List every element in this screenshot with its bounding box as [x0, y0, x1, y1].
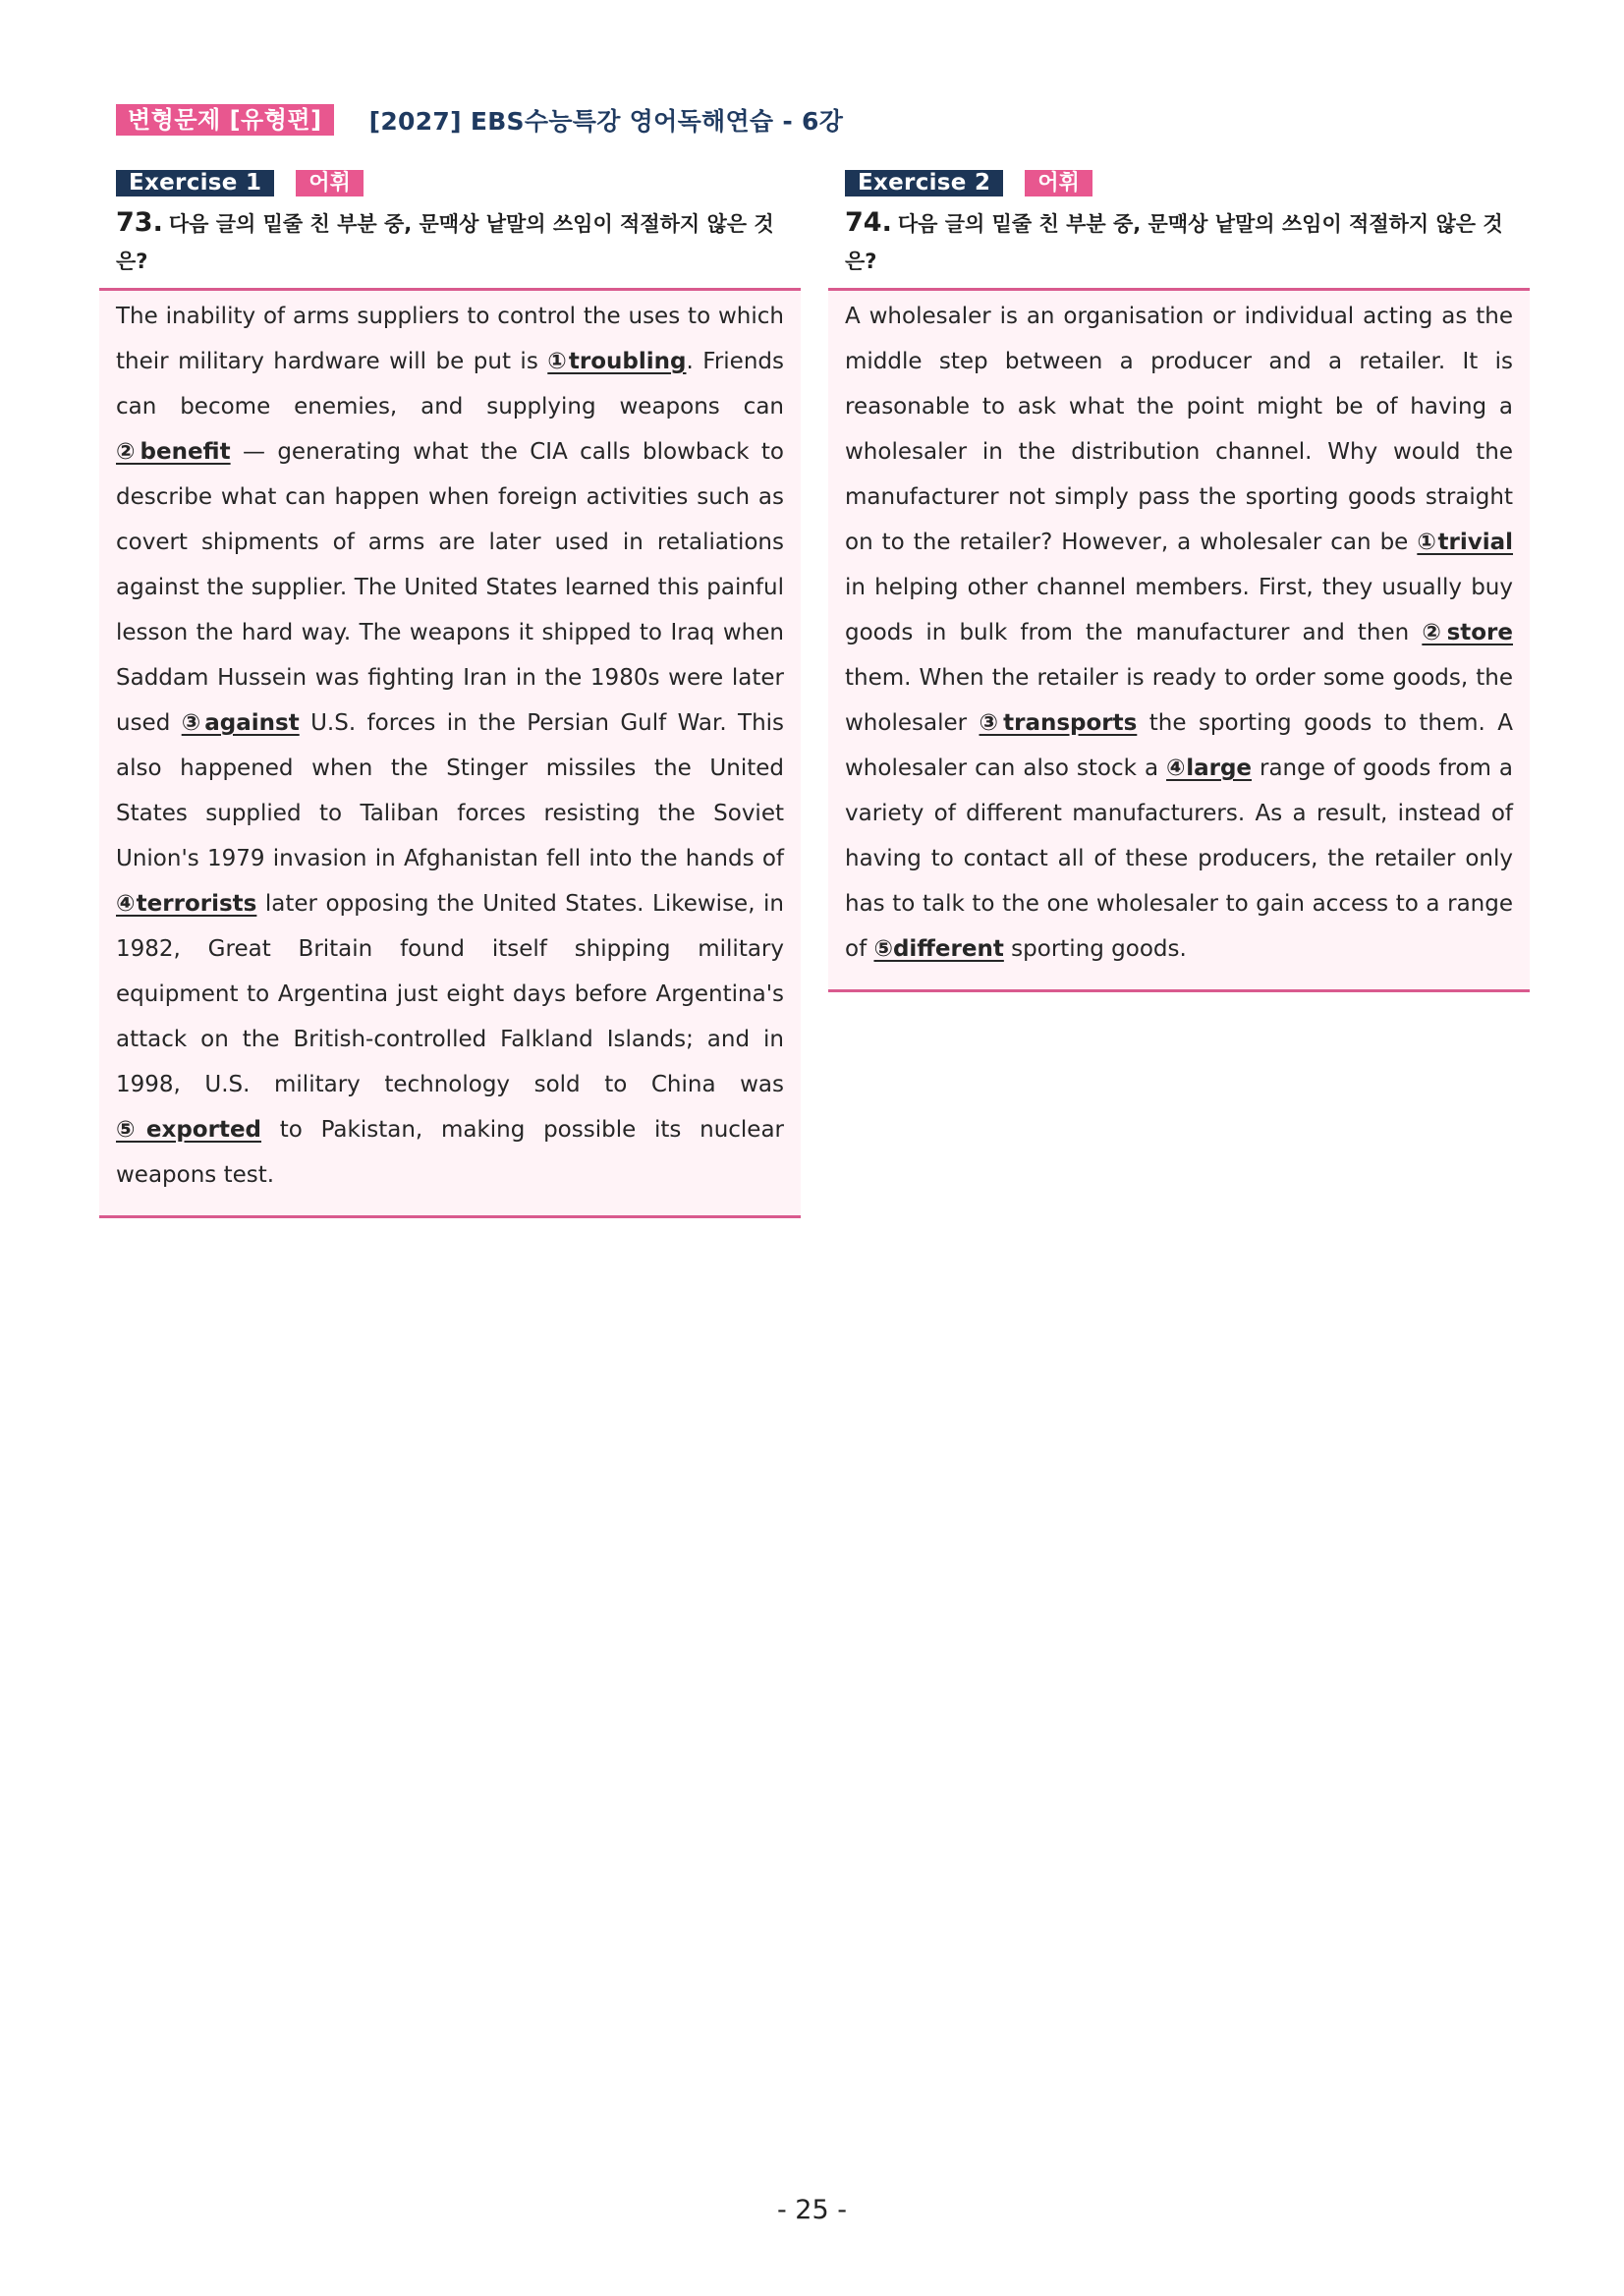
- passage-segment: the sporting goods to them. A wholesaler can also stock a: [845, 710, 1513, 781]
- exercise-category: 어휘: [296, 170, 364, 196]
- passage-box: [99, 288, 801, 1218]
- underlined-choice: ⑤different: [873, 936, 1004, 962]
- question: [116, 204, 784, 280]
- question-text: 다음 글의 밑줄 친 부분 중, 문맥상 낱말의 쓰임이 적절하지 않은 것은?: [116, 212, 774, 273]
- exercise-1: [99, 169, 801, 1218]
- header-title: [2027] EBS수능특강 영어독해연습 - 6강: [368, 107, 844, 136]
- passage-text: [845, 294, 1513, 972]
- exercise-label: Exercise 2: [845, 170, 1003, 196]
- underlined-choice: ④terrorists: [116, 891, 257, 917]
- page-number: - 25 -: [776, 2195, 847, 2225]
- passage-segment: A wholesaler is an organisation or individual acting as the middle step between a producer and a retailer. It is reasonable to ask what the point might be of having a wholesaler in the distribution channel. Why would the manufacturer not simply pass the sporting goods straight on to the retailer? However, a wholesaler can be: [845, 304, 1513, 555]
- passage-segment: later opposing the United States. Likewise, in 1982, Great Britain found itself shipping military equipment to Argentina just eight days before Argentina's attack on the British-controlled Falkland Islands; and in 1998, U.S. military technology sold to China was: [116, 891, 785, 1097]
- underlined-choice: ②store: [1422, 620, 1513, 645]
- passage-segment: them. When the retailer is ready to order some goods, the wholesaler: [845, 665, 1513, 736]
- passage-segment: range of goods from a variety of different manufacturers. As a result, instead of having to contact all of these producers, the retailer only has to talk to the one wholesaler to gain access to a range of: [845, 756, 1513, 962]
- passage-segment: to Pakistan, making possible its nuclear weapons test.: [116, 1117, 785, 1188]
- page-header: [116, 102, 843, 138]
- exercise-tags: [116, 169, 801, 196]
- underlined-choice: ①troubling: [547, 349, 687, 374]
- underlined-choice: ④large: [1166, 756, 1253, 781]
- header-badge: 변형문제 [유형편]: [116, 104, 334, 136]
- passage-box: [828, 288, 1530, 992]
- exercise-label: Exercise 1: [116, 170, 274, 196]
- question-number: 74.: [845, 207, 892, 238]
- passage-segment: The inability of arms suppliers to control the uses to which their military hardware will be put is: [116, 304, 784, 374]
- underlined-choice: ③against: [181, 710, 300, 736]
- passage-segment: sporting goods.: [1003, 936, 1187, 962]
- underlined-choice: ⑤exported: [116, 1117, 262, 1143]
- question-number: 73.: [116, 207, 163, 238]
- passage-segment: U.S. forces in the Persian Gulf War. This also happened when the Stinger missiles the United States supplied to Taliban forces resisting the Soviet Union's 1979 invasion in Afghanistan fell into the hands of: [116, 710, 785, 871]
- passage-text: [116, 294, 784, 1198]
- underlined-choice: ①trivial: [1417, 530, 1514, 555]
- question-text: 다음 글의 밑줄 친 부분 중, 문맥상 낱말의 쓰임이 적절하지 않은 것은?: [845, 212, 1503, 273]
- exercise-2: [828, 169, 1530, 992]
- underlined-choice: ②benefit: [116, 439, 231, 465]
- passage-segment: . Friends can become enemies, and supplying weapons can: [116, 349, 784, 420]
- passage-segment: — generating what the CIA calls blowback to describe what can happen when foreign activities such as covert shipments of arms are later used in retaliations against the supplier. The United States learned this painful lesson the hard way. The weapons it shipped to Iraq when Saddam Hussein was fighting Iran in the 1980s were later used: [116, 439, 784, 736]
- exercise-tags: [845, 169, 1530, 196]
- underlined-choice: ③transports: [979, 710, 1138, 736]
- question: [845, 204, 1513, 280]
- passage-segment: in helping other channel members. First, they usually buy goods in bulk from the manufacturer and then: [845, 575, 1513, 645]
- exercise-category: 어휘: [1025, 170, 1092, 196]
